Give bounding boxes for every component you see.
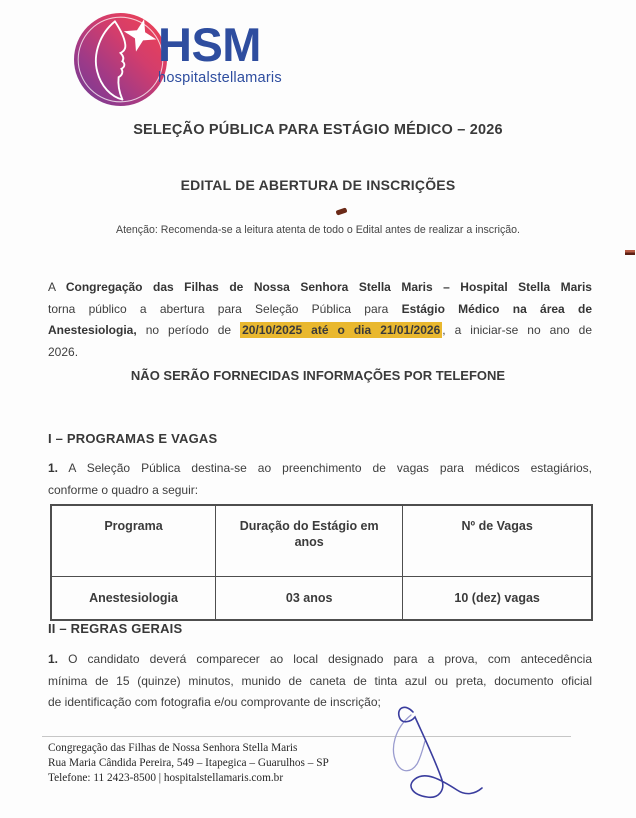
text-segment: de identificação com fotografia e/ou comprovante de inscrição; [48, 695, 381, 709]
text-segment: conforme o quadro a seguir: [48, 482, 199, 497]
paragraph-line [48, 480, 592, 502]
paragraph-line [48, 458, 592, 480]
text-segment: 1. [48, 461, 59, 475]
text-segment: A Seleção Pública destina-se ao preenchimento de vagas para médicos estagiários, [58, 461, 592, 475]
brand-wordmark: hospitalstellamaris [158, 70, 282, 87]
hospital-logo [74, 13, 167, 106]
intro-paragraph [48, 277, 592, 363]
cell-duracao: 03 anos [216, 577, 403, 621]
scan-artifact [625, 250, 635, 255]
brand-text [158, 20, 282, 86]
paragraph-line [48, 342, 592, 364]
text-segment: mínima de 15 (quinze) minutos, munido de caneta de tinta azul ou preta, documento oficial [48, 673, 592, 688]
face-profile-icon [74, 13, 167, 106]
header-vagas: Nº de Vagas [403, 505, 592, 577]
header-duracao: Duração do Estágio em anos [216, 505, 403, 577]
attention-note: Atenção: Recomenda-se a leitura atenta de todo o Edital antes de realizar a inscrição. [116, 224, 520, 236]
text-segment: Estágio Médico na área de [401, 301, 592, 316]
paragraph-line [48, 277, 592, 299]
text-segment: A [48, 280, 66, 294]
footer-line-3: Telefone: 11 2423-8500 | hospitalstellamaris.com.br [48, 771, 284, 784]
table-row [51, 577, 592, 621]
text-segment: 2026. [48, 344, 79, 359]
star-icon [120, 15, 161, 56]
text-segment: Anestesiologia, [48, 323, 137, 337]
cell-programa: Anestesiologia [51, 577, 216, 621]
section-1-paragraph [48, 458, 592, 501]
footer-line-2: Rua Maria Cândida Pereira, 549 – Itapegica – Guarulhos – SP [48, 756, 329, 769]
text-segment: 1. [48, 652, 59, 666]
signature-scribble [380, 695, 525, 813]
paragraph-line [48, 320, 592, 342]
footer-address-block [48, 741, 329, 785]
paragraph-line [48, 299, 592, 321]
cell-vagas: 10 (dez) vagas [403, 577, 592, 621]
highlighted-date-range: 20/10/2025 até o dia 21/01/2026 [242, 323, 441, 337]
text-segment: Congregação das Filhas de Nossa Senhora Stella Maris – Hospital Stella Maris [65, 280, 592, 294]
section-1-heading: I – PROGRAMAS E VAGAS [48, 431, 218, 446]
table-header-row [51, 505, 592, 577]
vacancies-table [50, 504, 593, 621]
text-segment: O candidato deverá comparecer ao local designado para a prova, com antecedência [58, 652, 592, 666]
logo-mark [74, 13, 167, 106]
no-phone-info-notice: NÃO SERÃO FORNECIDAS INFORMAÇÕES POR TELEFONE [130, 368, 506, 383]
header-programa: Programa [51, 505, 216, 577]
text-segment: , a iniciar-se no ano de [442, 323, 593, 337]
ink-speck [335, 207, 347, 215]
text-segment: torna público a abertura para Seleção Pública para [48, 301, 402, 316]
paragraph-line [48, 649, 592, 671]
document-subtitle: EDITAL DE ABERTURA DE INSCRIÇÕES [180, 177, 456, 193]
section-2-heading: II – REGRAS GERAIS [48, 621, 183, 636]
footer-line-1: Congregação das Filhas de Nossa Senhora Stella Maris [48, 742, 298, 754]
document-title: SELEÇÃO PÚBLICA PARA ESTÁGIO MÉDICO – 2026 [133, 122, 503, 138]
paragraph-line [48, 671, 592, 693]
text-segment: no período de [136, 323, 241, 337]
brand-acronym: HSM [158, 18, 261, 71]
